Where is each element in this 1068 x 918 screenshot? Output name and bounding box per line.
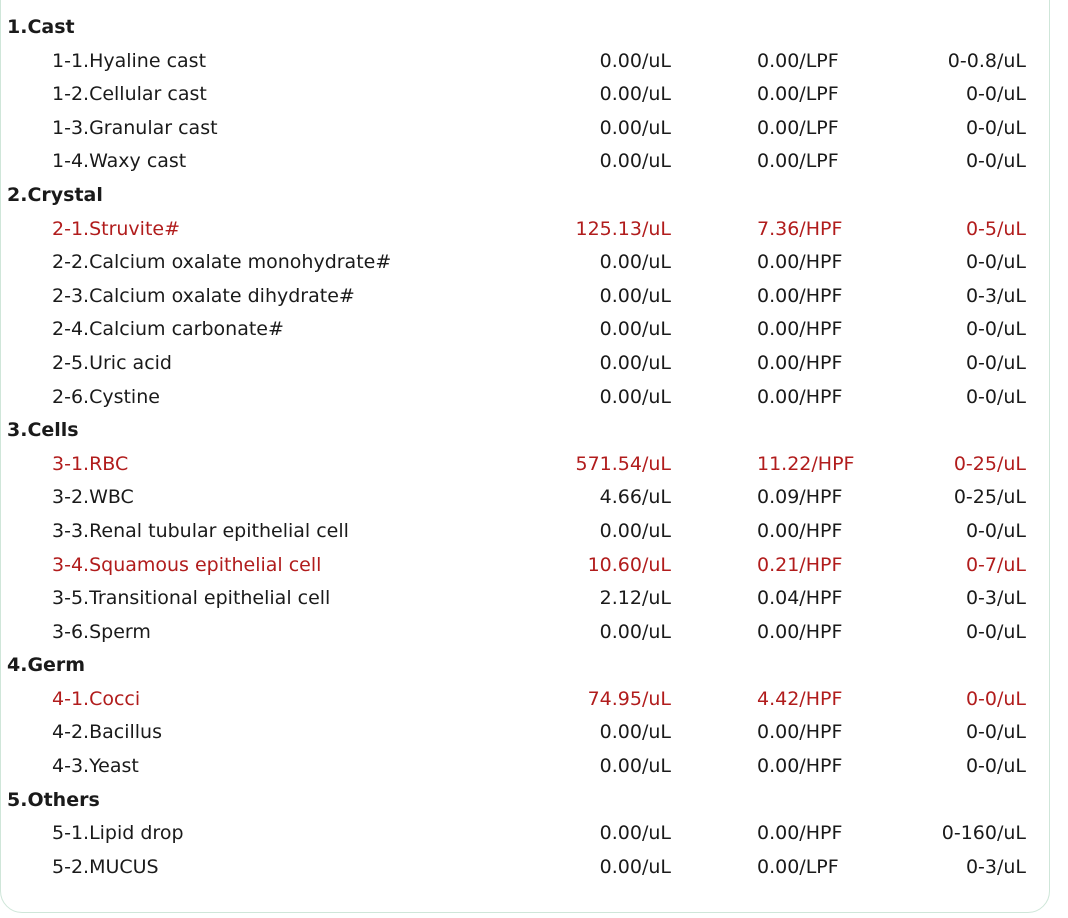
per-field-value: 0.00/HPF: [757, 284, 843, 307]
item-name: 1-2.Cellular cast: [52, 83, 207, 106]
per-field-value: 0.00/LPF: [757, 855, 839, 878]
result-row: [0, 347, 1068, 381]
per-field-value: 0.00/LPF: [757, 49, 839, 72]
reference-range: 0-0/uL: [965, 385, 1026, 408]
section-header: [0, 649, 1068, 683]
result-row: [0, 481, 1068, 515]
item-name: 1-4.Waxy cast: [52, 150, 187, 173]
concentration-value: 10.60/uL: [587, 553, 671, 576]
concentration-value: 74.95/uL: [587, 687, 671, 710]
result-row: [0, 313, 1068, 347]
concentration-value: 0.00/uL: [599, 284, 671, 307]
result-row: [0, 145, 1068, 179]
reference-range: 0-0.8/uL: [947, 49, 1026, 72]
per-field-value: 0.00/LPF: [757, 83, 839, 106]
per-field-value: 0.00/HPF: [757, 318, 843, 341]
reference-range: 0-25/uL: [953, 486, 1026, 509]
concentration-value: 0.00/uL: [599, 721, 671, 744]
reference-range: 0-160/uL: [941, 822, 1026, 845]
result-row: [0, 280, 1068, 314]
reference-range: 0-25/uL: [953, 452, 1026, 475]
result-row: [0, 683, 1068, 717]
per-field-value: 0.00/HPF: [757, 620, 843, 643]
concentration-value: 0.00/uL: [599, 49, 671, 72]
concentration-value: 0.00/uL: [599, 351, 671, 374]
reference-range: 0-0/uL: [965, 83, 1026, 106]
section-title: 1.Cast: [7, 16, 75, 38]
item-name: 3-4.Squamous epithelial cell: [52, 553, 322, 576]
concentration-value: 0.00/uL: [599, 755, 671, 778]
concentration-value: 0.00/uL: [599, 822, 671, 845]
reference-range: 0-0/uL: [965, 351, 1026, 374]
item-name: 4-3.Yeast: [52, 755, 139, 778]
item-name: 2-5.Uric acid: [52, 351, 172, 374]
reference-range: 0-0/uL: [965, 755, 1026, 778]
result-row: [0, 616, 1068, 650]
per-field-value: 0.00/HPF: [757, 519, 843, 542]
per-field-value: 7.36/HPF: [757, 217, 843, 240]
per-field-value: 0.21/HPF: [757, 553, 843, 576]
concentration-value: 0.00/uL: [599, 620, 671, 643]
per-field-value: 0.00/HPF: [757, 385, 843, 408]
reference-range: 0-0/uL: [965, 116, 1026, 139]
reference-range: 0-0/uL: [965, 519, 1026, 542]
per-field-value: 0.00/HPF: [757, 755, 843, 778]
result-row: [0, 817, 1068, 851]
section-title: 4.Germ: [7, 654, 86, 677]
item-name: 3-2.WBC: [52, 486, 134, 509]
section-header: [0, 179, 1068, 213]
concentration-value: 0.00/uL: [599, 385, 671, 408]
item-name: 3-6.Sperm: [52, 620, 151, 643]
item-name: 3-3.Renal tubular epithelial cell: [52, 519, 349, 542]
item-name: 2-1.Struvite#: [52, 217, 181, 240]
concentration-value: 0.00/uL: [599, 116, 671, 139]
concentration-value: 0.00/uL: [599, 855, 671, 878]
item-name: 2-2.Calcium oxalate monohydrate#: [52, 251, 392, 274]
per-field-value: 11.22/HPF: [757, 452, 855, 475]
item-name: 3-5.Transitional epithelial cell: [52, 587, 331, 610]
result-row: [0, 448, 1068, 482]
result-row: [0, 381, 1068, 415]
per-field-value: 0.00/HPF: [757, 351, 843, 374]
concentration-value: 0.00/uL: [599, 251, 671, 274]
result-row: [0, 750, 1068, 784]
item-name: 5-1.Lipid drop: [52, 822, 184, 845]
item-name: 1-3.Granular cast: [52, 116, 218, 139]
item-name: 5-2.MUCUS: [52, 855, 159, 878]
reference-range: 0-0/uL: [965, 251, 1026, 274]
section-title: 5.Others: [7, 788, 100, 811]
item-name: 4-2.Bacillus: [52, 721, 162, 744]
results-table: [0, 11, 1068, 884]
concentration-value: 4.66/uL: [599, 486, 671, 509]
concentration-value: 0.00/uL: [599, 83, 671, 106]
section-header: [0, 414, 1068, 448]
per-field-value: 0.09/HPF: [757, 486, 843, 509]
reference-range: 0-0/uL: [965, 150, 1026, 173]
concentration-value: 0.00/uL: [599, 519, 671, 542]
result-row: [0, 851, 1068, 885]
per-field-value: 0.00/LPF: [757, 116, 839, 139]
reference-range: 0-7/uL: [965, 553, 1026, 576]
item-name: 2-6.Cystine: [52, 385, 160, 408]
result-row: [0, 716, 1068, 750]
concentration-value: 571.54/uL: [575, 452, 671, 475]
reference-range: 0-3/uL: [965, 587, 1026, 610]
result-row: [0, 112, 1068, 146]
result-row: [0, 549, 1068, 583]
section-title: 3.Cells: [7, 419, 79, 442]
section-header: [0, 11, 1068, 45]
section-header: [0, 784, 1068, 818]
per-field-value: 4.42/HPF: [757, 687, 843, 710]
per-field-value: 0.00/HPF: [757, 721, 843, 744]
reference-range: 0-0/uL: [965, 721, 1026, 744]
per-field-value: 0.00/HPF: [757, 251, 843, 274]
result-row: [0, 246, 1068, 280]
reference-range: 0-3/uL: [965, 284, 1026, 307]
concentration-value: 2.12/uL: [599, 587, 671, 610]
result-row: [0, 213, 1068, 247]
reference-range: 0-0/uL: [965, 620, 1026, 643]
item-name: 2-4.Calcium carbonate#: [52, 318, 284, 341]
item-name: 2-3.Calcium oxalate dihydrate#: [52, 284, 355, 307]
per-field-value: 0.00/LPF: [757, 150, 839, 173]
reference-range: 0-0/uL: [965, 687, 1026, 710]
result-row: [0, 78, 1068, 112]
result-row: [0, 515, 1068, 549]
reference-range: 0-5/uL: [965, 217, 1026, 240]
section-title: 2.Crystal: [7, 183, 103, 206]
item-name: 3-1.RBC: [52, 452, 129, 475]
result-row: [0, 45, 1068, 79]
item-name: 4-1.Cocci: [52, 687, 141, 710]
item-name: 1-1.Hyaline cast: [52, 49, 207, 72]
concentration-value: 125.13/uL: [575, 217, 671, 240]
per-field-value: 0.04/HPF: [757, 587, 843, 610]
reference-range: 0-0/uL: [965, 318, 1026, 341]
concentration-value: 0.00/uL: [599, 318, 671, 341]
reference-range: 0-3/uL: [965, 855, 1026, 878]
concentration-value: 0.00/uL: [599, 150, 671, 173]
result-row: [0, 582, 1068, 616]
per-field-value: 0.00/HPF: [757, 822, 843, 845]
